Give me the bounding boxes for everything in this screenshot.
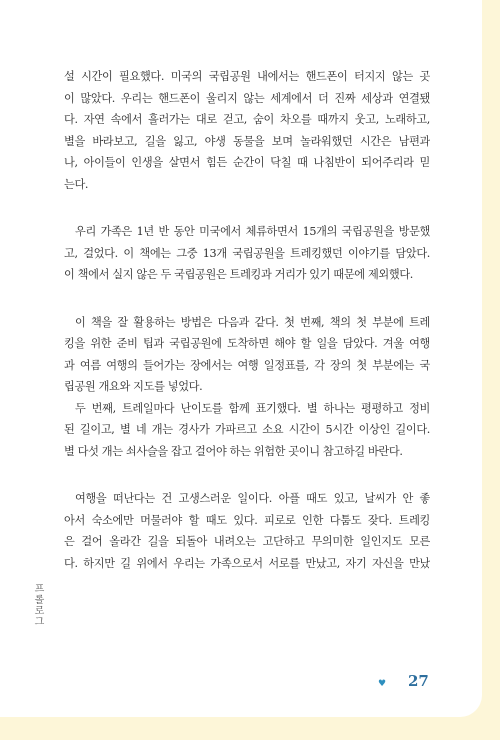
body-text bbox=[64, 66, 430, 574]
text-line: 나, 아이들이 인생을 살면서 힘든 순간이 닥칠 때 나침반이 되어주리라 믿 bbox=[64, 156, 430, 169]
paragraph bbox=[64, 488, 430, 574]
paragraph bbox=[64, 221, 430, 286]
text-line: 여행을 떠난다는 건 고생스러운 일이다. 아플 때도 있고, 날씨가 안 좋 bbox=[75, 492, 430, 505]
text-line: 다. 하지만 길 위에서 우리는 가족으로서 서로를 만났고, 자기 자신을 만났 bbox=[64, 556, 430, 570]
text-line: 우리 가족은 1년 반 동안 미국에서 체류하면서 15개의 국립공원을 방문했 bbox=[75, 225, 430, 238]
heart-icon: ♥ bbox=[378, 679, 387, 689]
text-line: 이 책을 잘 활용하는 방법은 다음과 같다. 첫 번째, 책의 첫 부분에 트레 bbox=[75, 315, 430, 329]
text-line: 과 여름 여행의 들어가는 장에서는 여행 일정표를, 각 장의 첫 부분에는 국 bbox=[64, 358, 430, 372]
text-line: 설 시간이 필요했다. 미국의 국립공원 내에서는 핸드폰이 터지지 않는 곳 bbox=[64, 70, 430, 83]
text-line: 이 책에서 실지 않은 두 국립공원은 트레킹과 거리가 있기 때문에 제외했다. bbox=[64, 268, 413, 281]
text-line: 다. 자연 속에서 흘러가는 대로 걷고, 숨이 차오를 때까지 웃고, 노래하고, bbox=[64, 113, 430, 126]
text-line: 킹을 위한 준비 팁과 국립공원에 도착하면 해야 할 일을 담았다. 겨울 여행 bbox=[64, 337, 430, 350]
text-line: 된 길이고, 별 네 개는 경사가 가파르고 소요 시간이 5시간 이상인 길이다. bbox=[64, 423, 430, 436]
text-line: 아서 숙소에만 머물러야 할 때도 있다. 피로로 인한 다툼도 잦다. 트레킹 bbox=[64, 513, 430, 527]
text-line: 는다. bbox=[64, 177, 89, 191]
text-line: 별 다섯 개는 쇠사슬을 잡고 걸어야 하는 위험한 곳이니 참고하길 바란다. bbox=[64, 444, 403, 458]
paragraph bbox=[64, 66, 430, 195]
text-line: 립공원 개요와 지도를 넣었다. bbox=[64, 380, 203, 393]
paragraph-gap bbox=[64, 462, 430, 488]
text-line: 이 많았다. 우리는 핸드폰이 울리지 않는 세계에서 더 진짜 세상과 연결됐 bbox=[64, 91, 430, 105]
paragraph-gap bbox=[64, 286, 430, 312]
chapter-side-label: 프롤로그 bbox=[32, 583, 43, 627]
text-line: 고, 걸었다. 이 책에는 그중 13개 국립공원을 트레킹했던 이야기를 담았다. bbox=[64, 246, 430, 260]
paragraph bbox=[64, 312, 430, 463]
text-line: 두 번째, 트레일마다 난이도를 함께 표기했다. 별 하나는 평평하고 정비 bbox=[75, 401, 430, 415]
page-number: 27 bbox=[408, 672, 429, 690]
paragraph-gap bbox=[64, 195, 430, 221]
text-line: 별을 바라보고, 길을 잃고, 야생 동물을 보며 놀라워했던 시간은 남편과 bbox=[64, 134, 430, 148]
text-line: 은 걸어 올라간 길을 되돌아 내려오는 고단하고 무의미한 일인지도 모른 bbox=[64, 535, 430, 548]
